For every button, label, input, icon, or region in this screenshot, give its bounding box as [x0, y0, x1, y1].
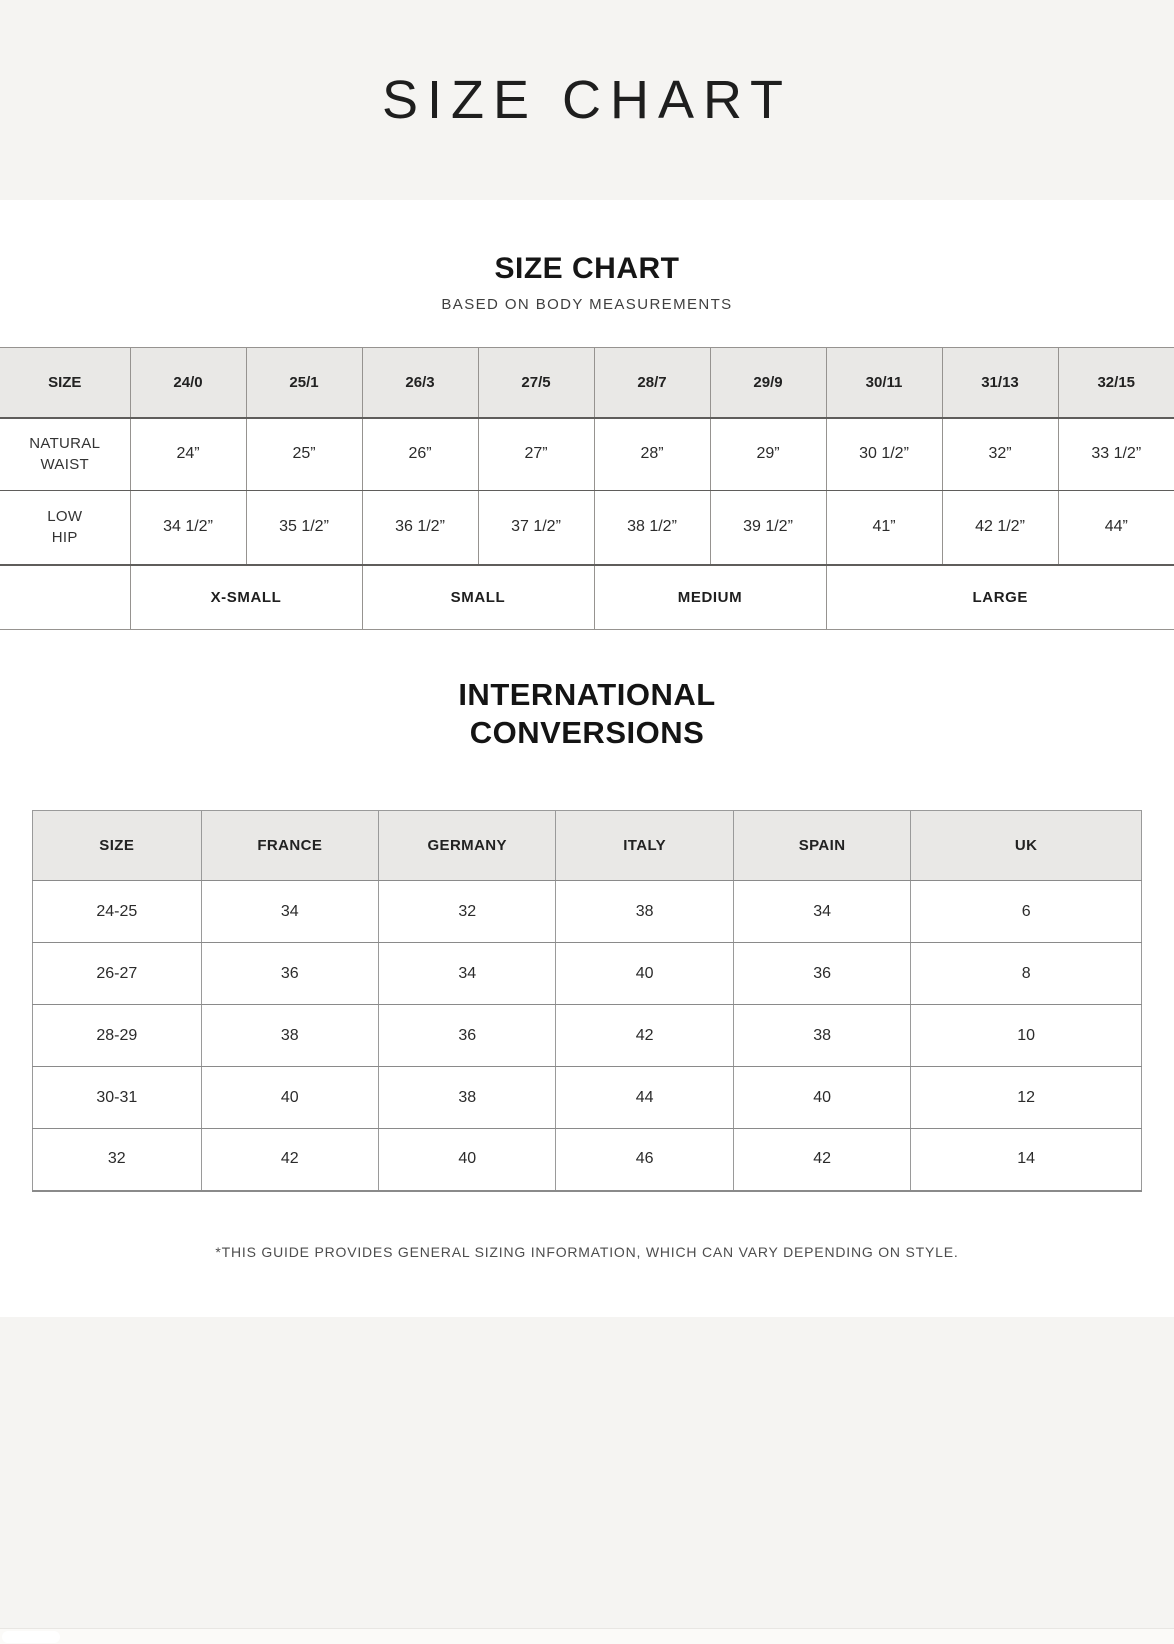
conversion-cell: 38	[556, 881, 733, 943]
size-column-header: 31/13	[942, 348, 1058, 418]
conversion-cell: 32	[33, 1129, 202, 1191]
country-column-header: SPAIN	[733, 811, 910, 881]
hip-value-cell: 36 1/2”	[362, 491, 478, 565]
empty-cell	[0, 565, 130, 630]
conversion-cell: 6	[911, 881, 1142, 943]
conversion-row	[33, 1129, 1142, 1191]
conversion-cell: 40	[556, 943, 733, 1005]
conversion-cell: 38	[733, 1005, 910, 1067]
title-line: CONVERSIONS	[469, 715, 705, 750]
conversion-cell: 8	[911, 943, 1142, 1005]
hip-value-cell: 41”	[826, 491, 942, 565]
conversion-row	[33, 1067, 1142, 1129]
conversion-cell: 42	[556, 1005, 733, 1067]
hip-value-cell: 39 1/2”	[710, 491, 826, 565]
conversion-cell: 34	[379, 943, 556, 1005]
content-area	[0, 200, 1174, 1317]
size-column-header: 24/0	[130, 348, 246, 418]
conversions-header-row	[33, 811, 1142, 881]
waist-value-cell: 28”	[594, 418, 710, 491]
hip-value-cell: 38 1/2”	[594, 491, 710, 565]
conversion-row	[33, 881, 1142, 943]
size-column-header: 32/15	[1058, 348, 1174, 418]
hip-value-cell: 37 1/2”	[478, 491, 594, 565]
conversion-cell: 36	[201, 943, 378, 1005]
natural-waist-row	[0, 418, 1174, 491]
label-line: WAIST	[40, 456, 89, 474]
conversion-cell: 30-31	[33, 1067, 202, 1129]
waist-value-cell: 30 1/2”	[826, 418, 942, 491]
conversion-cell: 44	[556, 1067, 733, 1129]
hip-value-cell: 34 1/2”	[130, 491, 246, 565]
conversion-cell: 40	[379, 1129, 556, 1191]
country-column-header: ITALY	[556, 811, 733, 881]
size-column-header: 30/11	[826, 348, 942, 418]
label-line: HIP	[51, 529, 78, 547]
size-column-header: 28/7	[594, 348, 710, 418]
conversion-cell: 14	[911, 1129, 1142, 1191]
waist-value-cell: 24”	[130, 418, 246, 491]
hero-banner	[0, 0, 1174, 200]
conversion-cell: 40	[733, 1067, 910, 1129]
hip-value-cell: 44”	[1058, 491, 1174, 565]
label-line: NATURAL	[29, 435, 101, 453]
waist-value-cell: 27”	[478, 418, 594, 491]
size-column-header: 29/9	[710, 348, 826, 418]
conversion-cell: 36	[379, 1005, 556, 1067]
conversion-cell: 12	[911, 1067, 1142, 1129]
size-chart-title: SIZE CHART	[494, 252, 680, 285]
conversion-cell: 42	[733, 1129, 910, 1191]
lower-gray-band	[0, 1317, 1174, 1628]
waist-value-cell: 25”	[246, 418, 362, 491]
conversion-row	[33, 943, 1142, 1005]
international-conversions-table	[32, 810, 1142, 1192]
country-column-header: GERMANY	[379, 811, 556, 881]
bottom-left-chip	[2, 1631, 60, 1643]
size-chart-header-row	[0, 348, 1174, 418]
waist-value-cell: 32”	[942, 418, 1058, 491]
conversion-cell: 38	[201, 1005, 378, 1067]
conversion-cell: 40	[201, 1067, 378, 1129]
country-column-header: SIZE	[33, 811, 202, 881]
size-group-large: LARGE	[826, 565, 1174, 630]
international-conversions-title	[0, 676, 1174, 752]
label-line: LOW	[47, 508, 83, 526]
conversion-cell: 26-27	[33, 943, 202, 1005]
page-title: SIZE CHART	[381, 70, 793, 130]
country-column-header: UK	[911, 811, 1142, 881]
size-column-header: 27/5	[478, 348, 594, 418]
low-hip-row	[0, 491, 1174, 565]
size-chart-subtitle: BASED ON BODY MEASUREMENTS	[441, 296, 733, 313]
hip-value-cell: 42 1/2”	[942, 491, 1058, 565]
size-column-header: 26/3	[362, 348, 478, 418]
country-column-header: FRANCE	[201, 811, 378, 881]
waist-value-cell: 26”	[362, 418, 478, 491]
hip-value-cell: 35 1/2”	[246, 491, 362, 565]
conversion-cell: 28-29	[33, 1005, 202, 1067]
conversion-cell: 34	[733, 881, 910, 943]
size-column-header: SIZE	[0, 348, 130, 418]
waist-value-cell: 33 1/2”	[1058, 418, 1174, 491]
page-bottom-strip	[0, 1628, 1174, 1644]
size-chart-table	[0, 347, 1174, 630]
conversion-cell: 38	[379, 1067, 556, 1129]
size-group-medium: MEDIUM	[594, 565, 826, 630]
low-hip-label	[0, 491, 130, 565]
natural-waist-label	[0, 418, 130, 491]
size-group-small: SMALL	[362, 565, 594, 630]
size-group-xsmall: X-SMALL	[130, 565, 362, 630]
conversion-cell: 36	[733, 943, 910, 1005]
conversion-cell: 10	[911, 1005, 1142, 1067]
conversion-row	[33, 1005, 1142, 1067]
conversion-cell: 24-25	[33, 881, 202, 943]
size-column-header: 25/1	[246, 348, 362, 418]
title-line: INTERNATIONAL	[458, 677, 716, 712]
waist-value-cell: 29”	[710, 418, 826, 491]
conversion-cell: 46	[556, 1129, 733, 1191]
size-group-row	[0, 565, 1174, 630]
sizing-footnote: *THIS GUIDE PROVIDES GENERAL SIZING INFORMATION, WHICH CAN VARY DEPENDING ON STYLE.	[215, 1243, 959, 1260]
conversion-cell: 32	[379, 881, 556, 943]
conversion-cell: 42	[201, 1129, 378, 1191]
conversion-cell: 34	[201, 881, 378, 943]
